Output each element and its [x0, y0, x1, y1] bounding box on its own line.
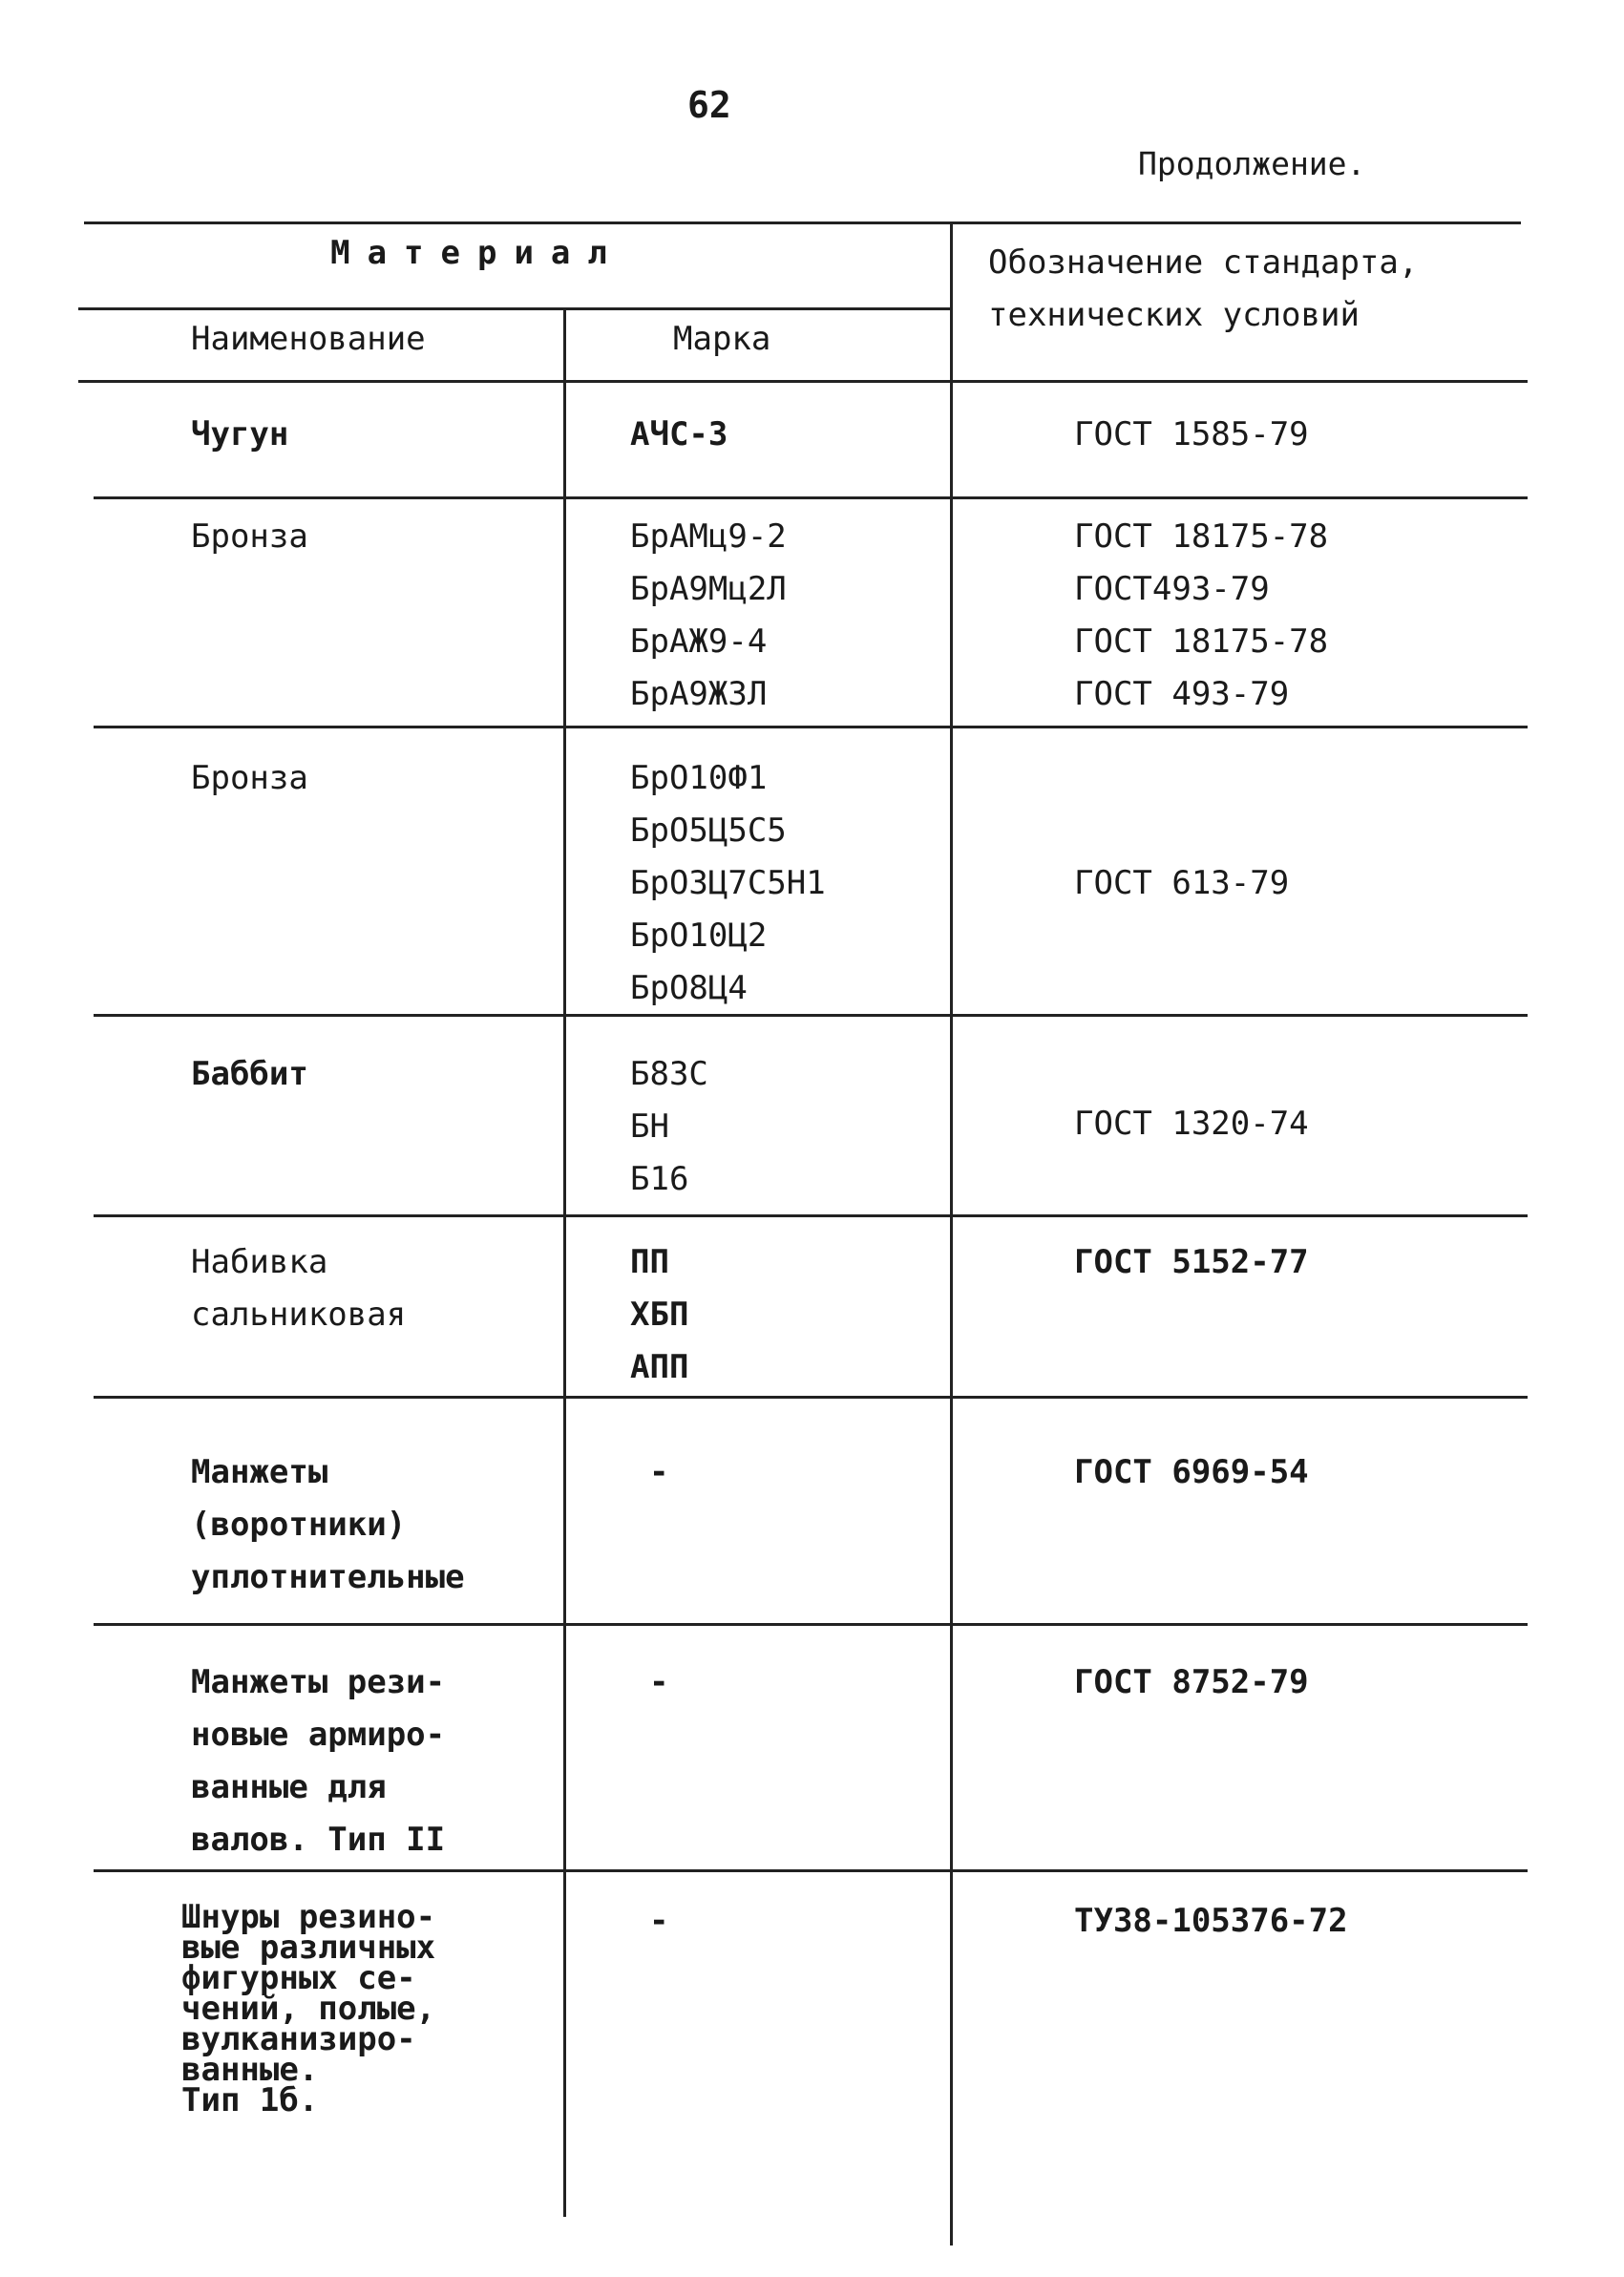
row-standards: ГОСТ 8752-79: [1074, 1663, 1309, 1701]
material-header: Материал: [330, 234, 624, 272]
row-name: Бронза: [191, 517, 308, 556]
header-bottom-rule: [78, 380, 1528, 383]
row-name: Шнуры резино- вые различных фигурных се- чений, полые, вулканизиро- ванные. Тип 1б.: [181, 1898, 436, 2119]
row-divider: [94, 726, 1528, 728]
row-standards: ГОСТ 1320-74: [1074, 1105, 1309, 1143]
row-marks: ПП ХБП АПП: [630, 1243, 689, 1386]
row-standards: ГОСТ 613-79: [1074, 864, 1290, 902]
row-name: Бронза: [191, 759, 308, 797]
row-name: Набивка сальниковая: [191, 1243, 407, 1334]
row-divider: [94, 1396, 1528, 1399]
row-marks: Б83С БН Б16: [630, 1055, 708, 1198]
row-divider: [94, 496, 1528, 499]
row-name: Чугун: [191, 415, 289, 453]
material-divider: [78, 307, 950, 310]
table-top-rule: [84, 221, 1521, 224]
column-divider-name-mark: [563, 307, 566, 2217]
row-marks: БрАМц9-2 БрА9Мц2Л БрАЖ9-4 БрА9Ж3Л: [630, 517, 787, 713]
row-divider: [94, 1623, 1528, 1626]
row-marks: -: [649, 1453, 669, 1491]
row-marks: БрО10Ф1 БрО5Ц5С5 БрО3Ц7С5Н1 БрО10Ц2 БрО8Ц4: [630, 759, 826, 1007]
column-divider-mark-standard: [950, 221, 953, 2245]
row-divider: [94, 1869, 1528, 1872]
row-marks: АЧС-3: [630, 415, 728, 453]
page-number: 62: [687, 84, 731, 126]
row-standards: ГОСТ 5152-77: [1074, 1243, 1309, 1281]
row-name: Баббит: [191, 1055, 308, 1093]
row-marks: -: [649, 1902, 669, 1940]
standard-column-header: Обозначение стандарта, технических условий: [988, 243, 1419, 334]
row-marks: -: [649, 1663, 669, 1701]
row-divider: [94, 1214, 1528, 1217]
continuation-label: Продолжение.: [1138, 145, 1366, 182]
row-name: Манжеты (воротники) уплотнительные: [191, 1453, 465, 1596]
row-standards: ГОСТ 18175-78 ГОСТ493-79 ГОСТ 18175-78 ГОСТ 493-79: [1074, 517, 1329, 713]
row-standards: ТУ38-105376-72: [1074, 1902, 1348, 1940]
name-column-header: Наименование: [191, 320, 426, 358]
mark-column-header: Марка: [673, 320, 771, 358]
row-name: Манжеты рези- новые армиро- ванные для валов. Тип II: [191, 1663, 446, 1859]
row-standards: ГОСТ 6969-54: [1074, 1453, 1309, 1491]
row-standards: ГОСТ 1585-79: [1074, 415, 1309, 453]
